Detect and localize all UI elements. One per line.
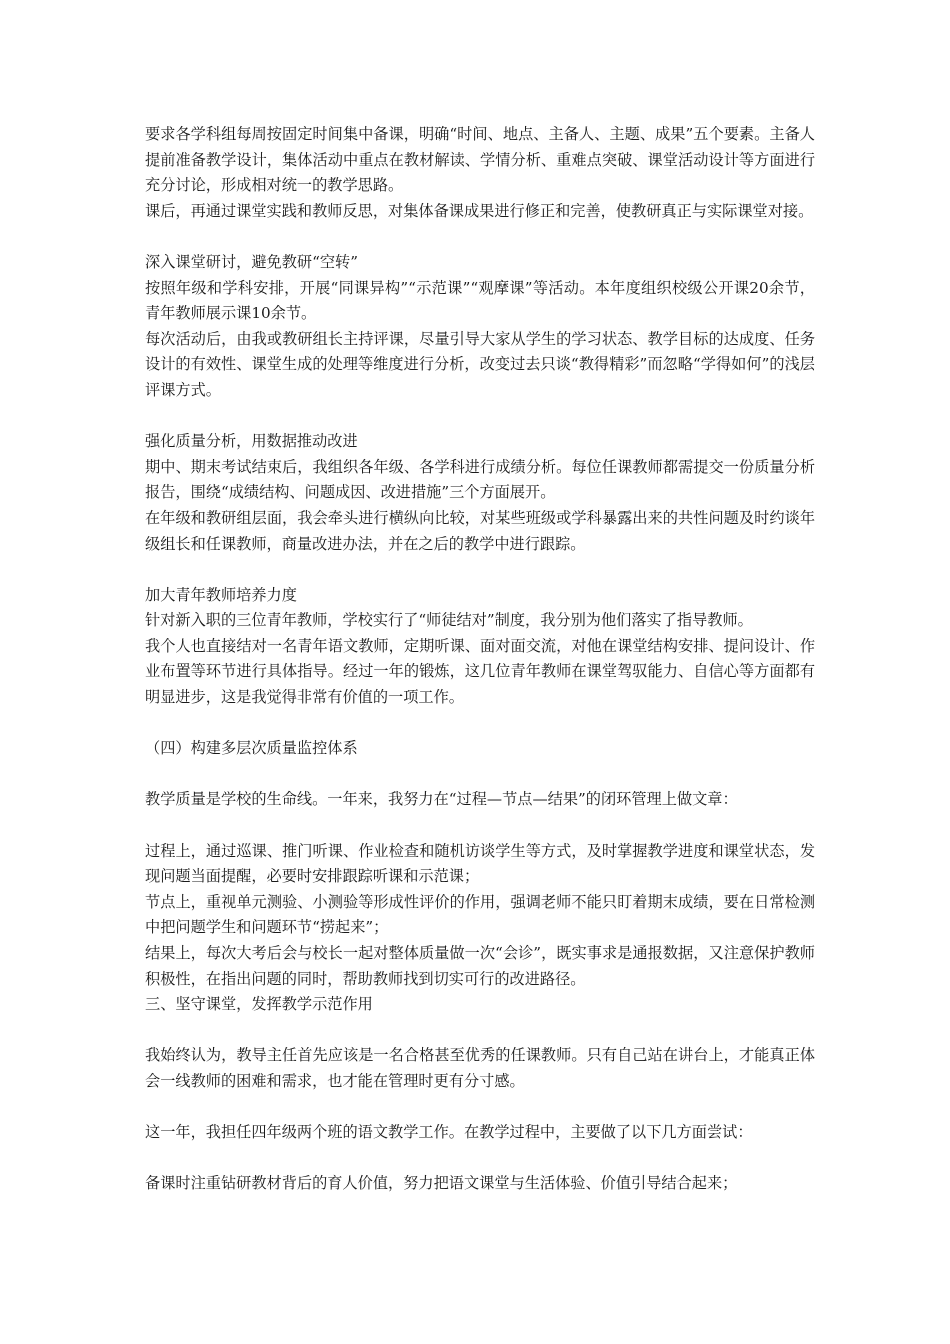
paragraph-spacer xyxy=(145,711,815,737)
paragraph: 要求各学科组每周按固定时间集中备课，明确“时间、地点、主备人、主题、成果”五个要素。主备人提前准备教学设计，集体活动中重点在教材解读、学情分析、重难点突破、课堂活动设计等方面进行充分讨论，形成相对统一的教学思路。 xyxy=(145,125,815,195)
paragraph: 这一年，我担任四年级两个班的语文教学工作。在教学过程中，主要做了以下几方面尝试： xyxy=(145,1123,753,1142)
paragraph: 我始终认为，教导主任首先应该是一名合格甚至优秀的任课教师。只有自己站在讲台上，才能真正体会一线教师的困难和需求，也才能在管理时更有分寸感。 xyxy=(145,1046,815,1090)
paragraph-spacer xyxy=(145,1095,815,1121)
paragraph: 针对新入职的三位青年教师，学校实行了“师徒结对”制度，我分别为他们落实了指导教师。 xyxy=(145,611,753,630)
paragraph-spacer xyxy=(145,762,815,788)
paragraph: 过程上，通过巡课、推门听课、作业检查和随机访谈学生等方式，及时掌握教学进度和课堂状态，发现问题当面提醒，必要时安排跟踪听课和示范课； xyxy=(145,841,815,886)
paragraph: 节点上，重视单元测验、小测验等形成性评价的作用，强调老师不能只盯着期末成绩，要在日常检测中把问题学生和问题环节“捞起来”； xyxy=(145,892,815,937)
paragraph: 课后，再通过课堂实践和教师反思，对集体备课成果进行修正和完善，使教研真正与实际课堂对接。 xyxy=(145,201,814,220)
section-heading: 深入课堂研讨，避免教研“空转” xyxy=(145,252,358,271)
paragraph-spacer xyxy=(145,1146,815,1172)
chapter-heading: 三、坚守课堂，发挥教学示范作用 xyxy=(145,995,373,1014)
paragraph: 按照年级和学科安排，开展“同课异构”“示范课”“观摩课”等活动。本年度组织校级公开课20余节，青年教师展示课10余节。 xyxy=(145,278,815,323)
section-heading: （四）构建多层次质量监控体系 xyxy=(145,739,358,758)
section-heading: 强化质量分析，用数据推动改进 xyxy=(145,432,358,451)
document-page xyxy=(145,122,815,1197)
section-heading: 加大青年教师培养力度 xyxy=(145,585,297,604)
paragraph-spacer xyxy=(145,404,815,430)
paragraph: 教学质量是学校的生命线。一年来，我努力在“过程—节点—结果”的闭环管理上做文章： xyxy=(145,790,738,809)
paragraph-spacer xyxy=(145,1018,815,1044)
paragraph: 在年级和教研组层面，我会牵头进行横纵向比较，对某些班级或学科暴露出来的共性问题及时约谈年级组长和任课教师，商量改进办法，并在之后的教学中进行跟踪。 xyxy=(145,508,815,553)
paragraph: 期中、期末考试结束后，我组织各年级、各学科进行成绩分析。每位任课教师都需提交一份质量分析报告，围绕“成绩结构、问题成因、改进措施”三个方面展开。 xyxy=(145,457,815,502)
paragraph-spacer xyxy=(145,224,815,250)
paragraph: 结果上，每次大考后会与校长一起对整体质量做一次“会诊”，既实事求是通报数据，又注意保护教师积极性，在指出问题的同时，帮助教师找到切实可行的改进路径。 xyxy=(145,944,815,988)
paragraph: 我个人也直接结对一名青年语文教师，定期听课、面对面交流，对他在课堂结构安排、提问设计、作业布置等环节进行具体指导。经过一年的锻炼，这几位青年教师在课堂驾驭能力、自信心等方面都有明显进步，这是我觉得非常有价值的一项工作。 xyxy=(145,636,815,707)
paragraph-spacer xyxy=(145,557,815,583)
paragraph: 每次活动后，由我或教研组长主持评课，尽量引导大家从学生的学习状态、教学目标的达成度、任务设计的有效性、课堂生成的处理等维度进行分析，改变过去只谈“教得精彩”而忽略“学得如何”的浅层评课方式。 xyxy=(145,329,815,399)
paragraph: 备课时注重钻研教材背后的育人价值，努力把语文课堂与生活体验、价值引导结合起来； xyxy=(145,1174,738,1193)
paragraph-spacer xyxy=(145,813,815,839)
